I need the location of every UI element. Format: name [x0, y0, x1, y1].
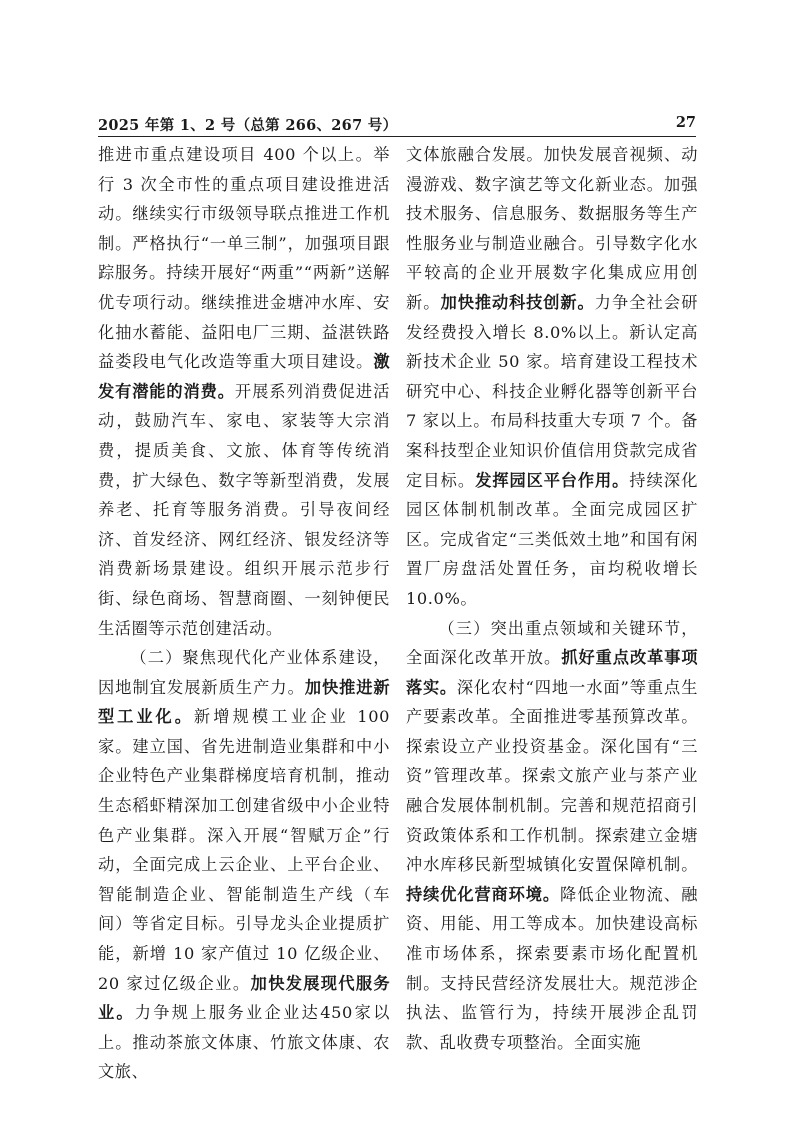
section-heading: （三）突出重点领域和关键环节，全面深化改革开放。: [406, 618, 698, 668]
bold-heading: 发挥园区平台作用。: [475, 470, 630, 490]
bold-heading: 加快推动科技创新。: [440, 292, 595, 312]
body-text: 推进市重点建设项目 400 个以上。举行 3 次全市性的重点项目建设推进活动。继续实行市级领导联点推进工作机制。严格执行“一单三制”，加强项目跟踪服务。持续开展好“两重”“两新”送解优专项行动。继续推进金塘冲水库、安化抽水蓄能、益阳电厂三期、益湛铁路益娄段电气化改造等重大项目建设。: [98, 145, 390, 372]
body-text: 文体旅融合发展。加快发展音视频、动漫游戏、数字演艺等文化新业态。加强技术服务、信息服务、数据服务等生产性服务业与制造业融合。引导数字化水平较高的企业开展数字化集成应用创新。: [406, 145, 698, 312]
paragraph-construction-consumption: [98, 140, 390, 643]
body-text: 开展系列消费促进活动，鼓励汽车、家电、家装等大宗消费，提质美食、文旅、体育等传统消费，扩大绿色、数字等新型消费，发展养老、托育等服务消费。引导夜间经济、首发经济、网红经济、银发经济等消费新场景建设。组织开展示范步行街、绿色商场、智慧商圈、一刻钟便民生活圈等示范创建活动。: [98, 381, 391, 638]
bold-heading: 加快发展现代服务业。: [98, 973, 390, 1023]
bold-heading: 加快推进新型工业化。: [98, 677, 390, 727]
right-column: [406, 140, 698, 1057]
left-column: [98, 140, 390, 1087]
body-text: 力争规上服务业企业达450家以上。推动茶旅文体康、竹旅文体康、农文旅、: [98, 1003, 390, 1082]
page-number: 27: [675, 114, 696, 131]
body-text: 深化农村“四地一水面”等重点生产要素改革。全面推进零基预算改革。探索设立产业投资基金。深化国有“三资”管理改革。探索文旅产业与茶产业融合发展体制机制。完善和规范招商引资政策体系和工作机制。探索建立金塘冲水库移民新型城镇化安置保障机制。: [406, 677, 698, 875]
bold-heading: 抓好重点改革事项落实。: [406, 648, 698, 697]
bold-heading: 激发有潜能的消费。: [98, 352, 390, 401]
section-heading: （二）聚焦现代化产业体系建设，因地制宜发展新质生产力。: [98, 648, 390, 697]
running-header: [98, 114, 696, 137]
body-text: 新增规模工业企业 100 家。建立国、省先进制造业集群和中小企业特色产业集群梯度培育机制，推动生态稻虾精深加工创建省级中小企业特色产业集群。深入开展“智赋万企”行动，全面完成上云企业、上平台企业、智能制造企业、智能制造生产线（车间）等省定目标。引导龙头企业提质扩能，新增 10 家产值过 10 亿级企业、20 家过亿级企业。: [98, 707, 390, 993]
paragraph-reform-opening: [406, 614, 698, 1058]
paragraph-tech-innovation: [406, 140, 698, 614]
issue-info: 2025 年第 1、2 号（总第 266、267 号）: [98, 117, 398, 134]
bold-heading: 持续优化营商环境。: [406, 884, 561, 904]
body-text: 力争全社会研发经费投入增长 8.0%以上。新认定高新技术企业 50 家。培育建设工程技术研究中心、科技企业孵化器等创新平台 7 家以上。布局科技重大专项 7 个。备案科技型企业知识价值信用贷款完成省定目标。: [406, 292, 698, 490]
paragraph-industry-system: [98, 643, 390, 1087]
body-text: 持续深化园区体制机制改革。全面完成园区扩区。完成省定“三类低效土地”和国有闲置厂房盘活处置任务，亩均税收增长 10.0%。: [406, 470, 698, 608]
body-text: 降低企业物流、融资、用能、用工等成本。加快建设高标准市场体系，探索要素市场化配置机制。支持民营经济发展壮大。规范涉企执法、监管行为，持续开展涉企乱罚款、乱收费专项整治。全面实施: [406, 884, 698, 1052]
